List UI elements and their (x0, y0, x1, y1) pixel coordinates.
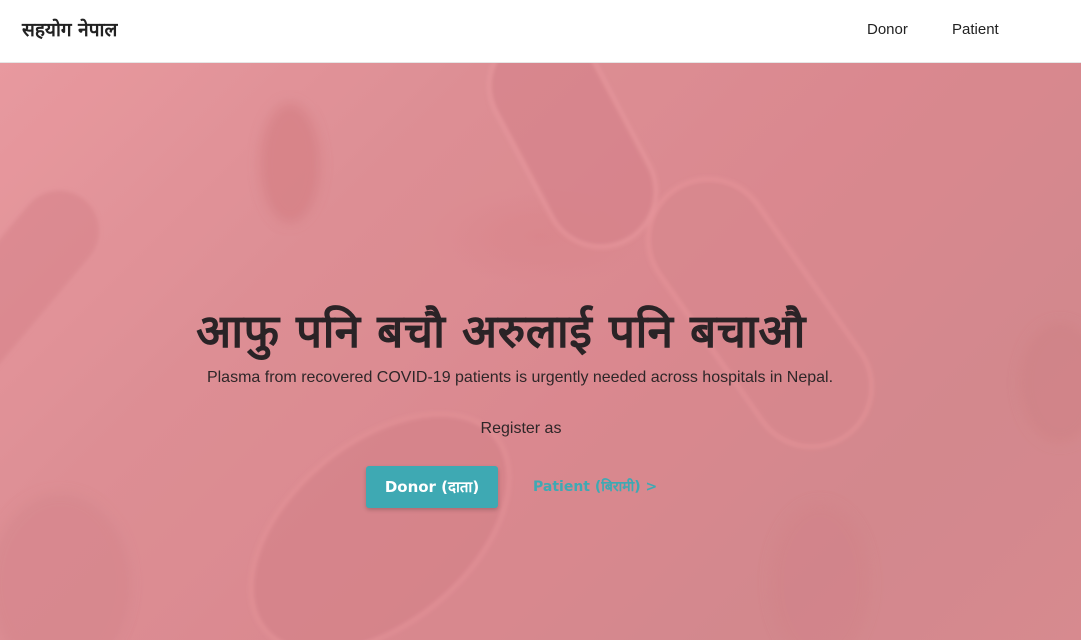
hero-section (0, 63, 1081, 640)
nav-link-donor[interactable]: Donor (867, 21, 908, 38)
navbar (0, 0, 1081, 63)
hero-headline: आफु पनि बचौ अरुलाई पनि बचाऔ (196, 304, 806, 358)
hero-subtext: Plasma from recovered COVID-19 patients is urgently needed across hospitals in Nepal. (206, 369, 834, 386)
register-patient-link[interactable]: Patient (बिरामी) > (533, 479, 658, 495)
nav-link-patient[interactable]: Patient (952, 21, 999, 38)
register-donor-button[interactable]: Donor (दाता) (366, 466, 498, 508)
brand-logo-text[interactable]: सहयोग नेपाल (22, 19, 118, 41)
register-as-label: Register as (480, 420, 562, 437)
